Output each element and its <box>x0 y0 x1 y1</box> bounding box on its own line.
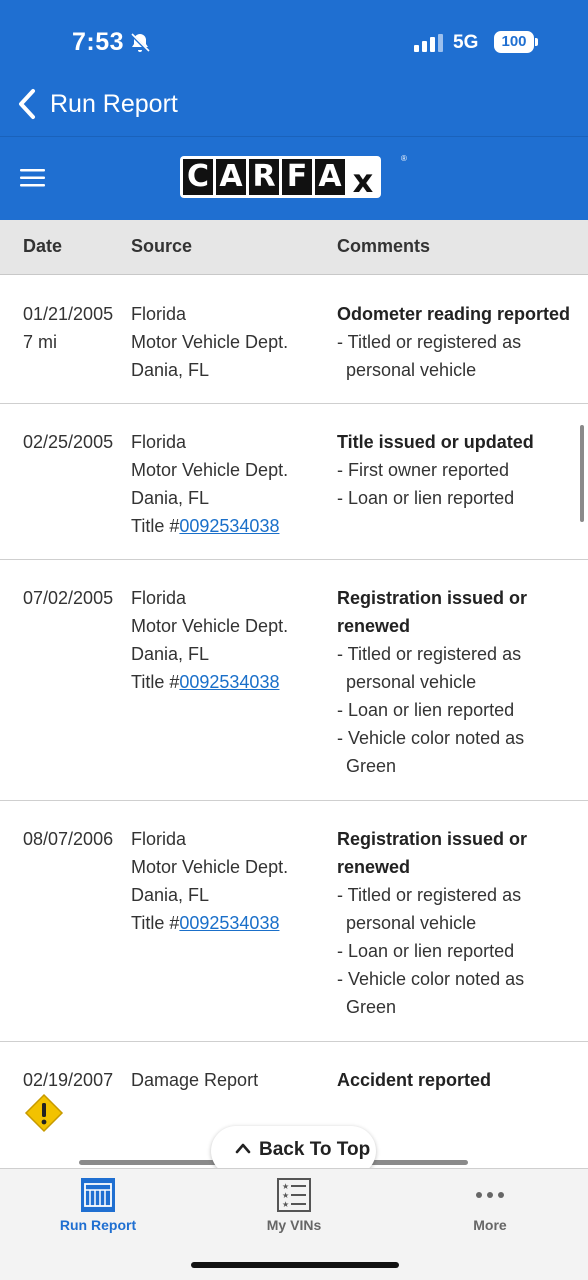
title-number-link[interactable]: 0092534038 <box>179 516 280 536</box>
mileage-value: 7 mi <box>23 332 58 352</box>
source-line: Florida <box>131 432 187 452</box>
signal-icon <box>414 34 444 52</box>
date-value: 02/19/2007 <box>23 1070 114 1090</box>
home-indicator <box>191 1262 399 1268</box>
column-header-comments: Comments <box>337 236 431 256</box>
registered-mark: ® <box>401 154 407 163</box>
source-cell <box>131 428 331 540</box>
title-prefix: Title # <box>131 516 180 536</box>
tab-label: Run Report <box>59 1217 137 1233</box>
hamburger-menu-icon[interactable] <box>20 168 45 188</box>
comment-title: Odometer reading reported <box>337 304 571 324</box>
tab-label: More <box>473 1217 507 1233</box>
comments-cell <box>337 300 577 384</box>
logo-letter: A <box>315 159 345 195</box>
table-row <box>0 276 588 404</box>
vin-list-icon <box>276 1177 312 1213</box>
source-cell <box>131 825 331 937</box>
comment-title: Registration issued or renewed <box>337 588 528 636</box>
date-value: 02/25/2005 <box>23 432 114 452</box>
comment-title: Accident reported <box>337 1070 492 1090</box>
source-line: Dania, FL <box>131 360 210 380</box>
source-line: Damage Report <box>131 1070 259 1090</box>
tab-run-report[interactable] <box>0 1169 196 1249</box>
source-line: Florida <box>131 829 187 849</box>
source-line: Florida <box>131 588 187 608</box>
comment-item: - Titled or registered as personal vehicle <box>337 885 522 933</box>
tab-label: My VINs <box>266 1217 322 1233</box>
comment-item: - Titled or registered as personal vehicle <box>337 644 522 692</box>
title-number-link[interactable]: 0092534038 <box>179 913 280 933</box>
table-row <box>0 404 588 560</box>
table-row <box>0 560 588 801</box>
source-cell <box>131 1066 331 1094</box>
comment-item: - Vehicle color noted as Green <box>337 969 525 1017</box>
source-line: Motor Vehicle Dept. <box>131 460 289 480</box>
warning-icon <box>24 1093 64 1133</box>
status-time: 7:53 <box>72 28 125 56</box>
logo-letter: C <box>183 159 213 195</box>
source-line: Florida <box>131 304 187 324</box>
date-cell <box>23 584 128 612</box>
back-to-top-label: Back To Top <box>259 1139 371 1160</box>
vertical-scrollbar[interactable] <box>580 425 584 522</box>
comment-item: - First owner reported <box>337 460 510 480</box>
brand-bar <box>0 136 588 220</box>
title-prefix: Title # <box>131 672 180 692</box>
svg-text:★: ★ <box>282 1182 290 1191</box>
more-dots-icon <box>472 1177 508 1213</box>
title-prefix: Title # <box>131 913 180 933</box>
logo-letter: R <box>249 159 279 195</box>
comments-cell <box>337 428 577 512</box>
date-value: 01/21/2005 <box>23 304 114 324</box>
column-header-date: Date <box>23 236 63 256</box>
carfax-logo <box>180 156 381 198</box>
comment-title: Registration issued or renewed <box>337 829 528 877</box>
title-number-link[interactable]: 0092534038 <box>179 672 280 692</box>
comments-cell <box>337 1066 577 1094</box>
comment-item: - Loan or lien reported <box>337 700 515 720</box>
source-cell <box>131 584 331 696</box>
comment-item: - Loan or lien reported <box>337 488 515 508</box>
comment-item: - Loan or lien reported <box>337 941 515 961</box>
date-value: 08/07/2006 <box>23 829 114 849</box>
date-cell <box>23 825 128 853</box>
tab-more[interactable] <box>392 1169 588 1249</box>
table-row <box>0 801 588 1042</box>
comments-cell <box>337 825 577 1021</box>
title-line <box>131 668 331 696</box>
source-cell <box>131 300 331 384</box>
tab-my-vins[interactable] <box>196 1169 392 1249</box>
network-label: 5G <box>453 32 479 53</box>
source-line: Dania, FL <box>131 488 210 508</box>
comment-item: - Vehicle color noted as Green <box>337 728 525 776</box>
source-line: Motor Vehicle Dept. <box>131 332 289 352</box>
source-line: Motor Vehicle Dept. <box>131 616 289 636</box>
logo-letter: x <box>348 159 378 195</box>
title-line <box>131 512 331 540</box>
svg-text:★: ★ <box>282 1200 290 1209</box>
column-header-source: Source <box>131 236 193 256</box>
svg-text:★: ★ <box>282 1191 290 1200</box>
back-chevron-icon[interactable] <box>16 88 38 120</box>
date-cell <box>23 300 128 356</box>
nav-bar <box>0 84 588 136</box>
report-icon <box>80 1177 116 1213</box>
battery-tip <box>535 38 538 46</box>
history-table-header <box>0 220 588 275</box>
title-line <box>131 909 331 937</box>
date-value: 07/02/2005 <box>23 588 114 608</box>
bell-muted-icon <box>128 31 152 55</box>
source-line: Dania, FL <box>131 644 210 664</box>
back-button-label[interactable]: Run Report <box>50 90 178 118</box>
comment-title: Title issued or updated <box>337 432 534 452</box>
comment-item: - Titled or registered as personal vehicle <box>337 332 522 380</box>
chevron-up-icon <box>235 1142 251 1154</box>
date-cell <box>23 1066 128 1094</box>
date-cell <box>23 428 128 456</box>
source-line: Motor Vehicle Dept. <box>131 857 289 877</box>
source-line: Dania, FL <box>131 885 210 905</box>
logo-letter: A <box>216 159 246 195</box>
battery-icon: 100 <box>494 31 534 53</box>
logo-letter: F <box>282 159 312 195</box>
status-bar <box>0 0 588 84</box>
comments-cell <box>337 584 577 780</box>
